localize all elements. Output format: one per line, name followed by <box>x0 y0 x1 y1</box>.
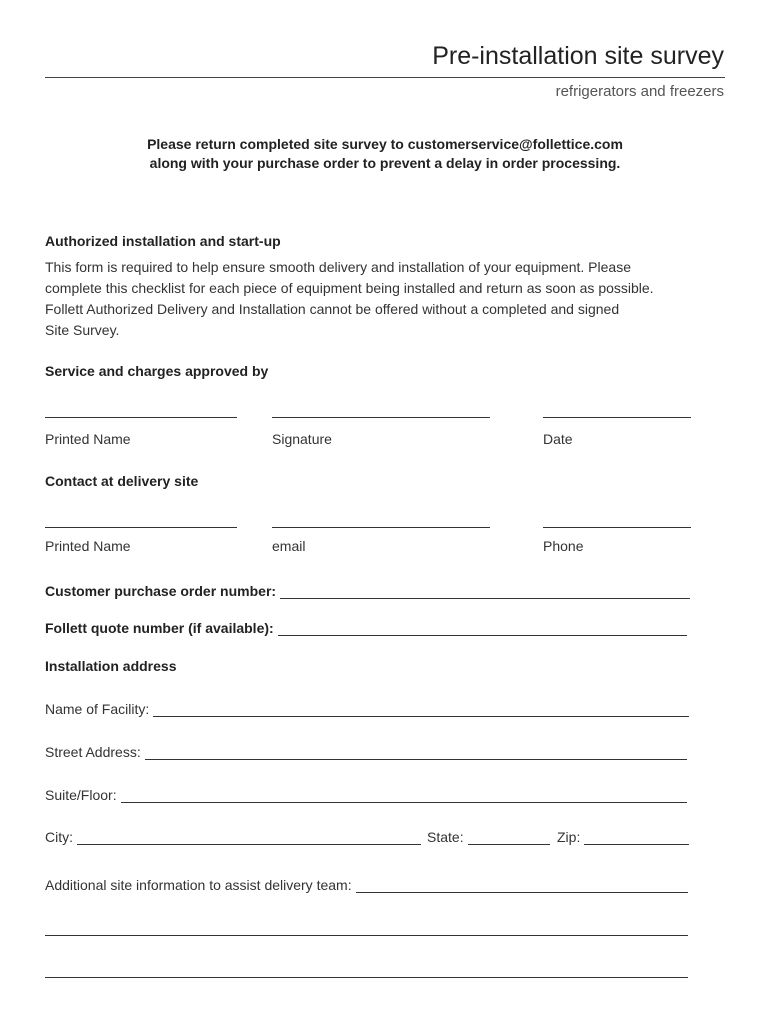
facility-name-blank[interactable] <box>153 702 689 717</box>
authorized-installation-text <box>45 257 705 341</box>
zip-blank[interactable] <box>584 830 689 845</box>
street-address-field[interactable] <box>45 744 687 760</box>
state-field[interactable] <box>427 829 550 845</box>
approval-date-label: Date <box>543 431 573 447</box>
contact-printed-name-line[interactable] <box>45 527 237 528</box>
purchase-order-field[interactable] <box>45 583 690 599</box>
approval-date-line[interactable] <box>543 417 691 418</box>
additional-info-field[interactable] <box>45 877 688 893</box>
facility-name-label: Name of Facility: <box>45 701 150 717</box>
quote-number-label: Follett quote number (if available): <box>45 620 274 636</box>
approval-printed-name-line[interactable] <box>45 417 237 418</box>
street-address-label: Street Address: <box>45 744 141 760</box>
suite-floor-field[interactable] <box>45 787 687 803</box>
approval-signature-label: Signature <box>272 431 332 447</box>
contact-phone-label: Phone <box>543 538 584 554</box>
street-address-blank[interactable] <box>145 745 687 760</box>
purchase-order-blank[interactable] <box>280 584 690 599</box>
return-notice-line-1: Please return completed site survey to customerservice@follettice.com <box>147 136 623 152</box>
contact-email-label: email <box>272 538 306 554</box>
suite-floor-blank[interactable] <box>121 788 687 803</box>
state-label: State: <box>427 829 464 845</box>
page-title: Pre-installation site survey <box>432 42 724 70</box>
quote-number-field[interactable] <box>45 620 687 636</box>
additional-info-label: Additional site information to assist delivery team: <box>45 877 352 893</box>
contact-printed-name-label: Printed Name <box>45 538 131 554</box>
body-line: Follett Authorized Delivery and Installation cannot be offered without a completed and signed <box>45 301 620 317</box>
quote-number-blank[interactable] <box>278 621 687 636</box>
approval-heading: Service and charges approved by <box>45 363 269 379</box>
installation-address-heading: Installation address <box>45 658 177 674</box>
additional-info-line-3[interactable] <box>45 977 688 978</box>
approval-printed-name-label: Printed Name <box>45 431 131 447</box>
body-line: Site Survey. <box>45 322 120 338</box>
suite-floor-label: Suite/Floor: <box>45 787 117 803</box>
city-field[interactable] <box>45 829 421 845</box>
page-subtitle: refrigerators and freezers <box>555 83 724 100</box>
contact-phone-line[interactable] <box>543 527 691 528</box>
zip-field[interactable] <box>557 829 689 845</box>
contact-email-line[interactable] <box>272 527 490 528</box>
additional-info-line-2[interactable] <box>45 935 688 936</box>
body-line: This form is required to help ensure smooth delivery and installation of your equipment. Please <box>45 259 631 275</box>
contact-heading: Contact at delivery site <box>45 473 199 489</box>
body-line: complete this checklist for each piece of equipment being installed and return as soon as possible. <box>45 280 654 296</box>
authorized-installation-heading: Authorized installation and start-up <box>45 233 281 249</box>
return-notice-line-2: along with your purchase order to prevent a delay in order processing. <box>149 155 621 171</box>
city-blank[interactable] <box>77 830 421 845</box>
additional-info-blank[interactable] <box>356 878 688 893</box>
header-divider <box>45 77 725 78</box>
city-label: City: <box>45 829 73 845</box>
approval-signature-line[interactable] <box>272 417 490 418</box>
zip-label: Zip: <box>557 829 581 845</box>
state-blank[interactable] <box>468 830 550 845</box>
purchase-order-label: Customer purchase order number: <box>45 583 277 599</box>
facility-name-field[interactable] <box>45 701 689 717</box>
